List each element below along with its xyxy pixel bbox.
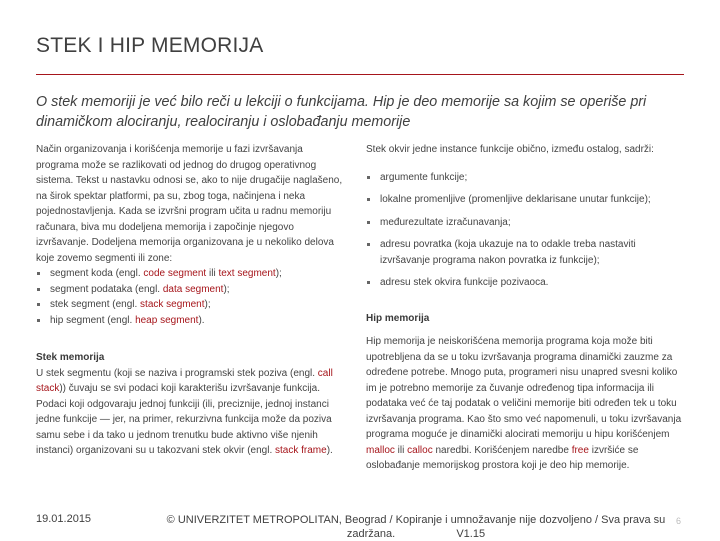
slide-subtitle: O stek memoriji je već bilo reči u lekciji o funkcijama. Hip je deo memorije sa kojim se operiše pri dinamičkom alociranju, realociranju i oslobađanju memorije [36,94,647,130]
term-highlight: stack frame [275,445,327,456]
term-highlight: malloc [366,444,395,456]
title-divider [36,74,684,75]
frame-list [366,170,688,291]
term-highlight: text segment [218,268,276,279]
heap-paragraph: Hip memorija je neiskorišćena memorija programa koja može biti upotrebljena da se u toku izvršavanja programa dinamički zauzme za određene potrebe. Mnogo puta, programeri nisu unapred svesni koliko im je potrebno memorije za čuvanje određenog tipa informacija ili podataka već će taj podatak o veličini memorije biti određen tek u toku izvršavanja programa. Kao što smo već napomenuli, u toku izvršavanja programa moguće je dinamički alocirati memoriju u hipu korišćenjem malloc ili calloc naredbi. Korišćenjem naredbe free izvršiće se oslobađanje memorijskog prostora koji je deo hip memorije. [366,336,682,471]
term-highlight: data segment [162,283,224,295]
stack-paragraph: U stek segmentu (koji se naziva i programski stek poziva (engl. call stack)) čuvaju se svi podaci koji karakterišu izvršavanje funkcija. Podaci koji odgovaraju jednoj funkciji (ili, preciznije, jednoj instanci jedne funkcije — jer, na primer, rekurzivna funkcija može da poziva samu sebe i da tako u jednom trenutku bude aktivno više njenih instanci) organizovani su u takozvani stek okvir (engl. stack frame). [36,367,333,456]
term-highlight: call stack [36,367,333,394]
frame-intro: Stek okvir jedne instance funkcije obično, između ostalog, sadrži: [366,144,654,155]
right-column [366,142,688,474]
list-item: lokalne promenljive (promenljive deklarisane unutar funkcije); [366,192,688,208]
heap-heading: Hip memorija [366,312,430,324]
intro-paragraph: Način organizovanja i korišćenja memorije u fazi izvršavanja programa može se razlikovati od jednog do drugog operativnog sistema. Tekst u nastavku odnosi se, ako to nije drugačije naglašeno, na širok spektar platformi, pa su, zbog toga, načinjena i neka pojednostavljenja. Kada se izvršni program učita u radnu memoriju računara, biva mu dodeljena memorija i započinje njegovo izvršavanje. Dodeljena memorija organizovana je u nekoliko delova koje zovemo segmenti ili zone: [36,144,343,264]
list-item: stek segment (engl. stack segment); [36,297,348,313]
term-highlight: calloc [407,444,433,456]
term-highlight: free [571,444,589,456]
footer-copyright: © UNIVERZITET METROPOLITAN, Beograd / Kopiranje i umnožavanje nije dozvoljeno / Sva prava su zadržana. V1.15 [166,514,666,540]
footer-date: 19.01.2015 [36,513,92,525]
term-highlight: code segment [143,268,207,279]
list-item: hip segment (engl. heap segment). [36,313,348,329]
stack-heading: Stek memorija [36,352,105,363]
left-column [36,142,348,459]
list-item: segment koda (engl. code segment ili text segment); [36,266,348,282]
list-item: segment podataka (engl. data segment); [36,282,348,298]
term-highlight: heap segment [135,314,199,326]
list-item: adresu povratka (koja ukazuje na to odakle treba nastaviti izvršavanje programa nakon povratka iz funkcije); [366,237,688,268]
list-item: argumente funkcije; [366,170,688,186]
segment-list [36,266,348,328]
slide-title: STEK I HIP MEMORIJA [36,34,264,57]
list-item: međurezultate izračunavanja; [366,215,688,231]
term-highlight: stack segment [140,299,205,310]
list-item: adresu stek okvira funkcije pozivaoca. [366,275,688,291]
page-number: 6 [676,516,682,526]
